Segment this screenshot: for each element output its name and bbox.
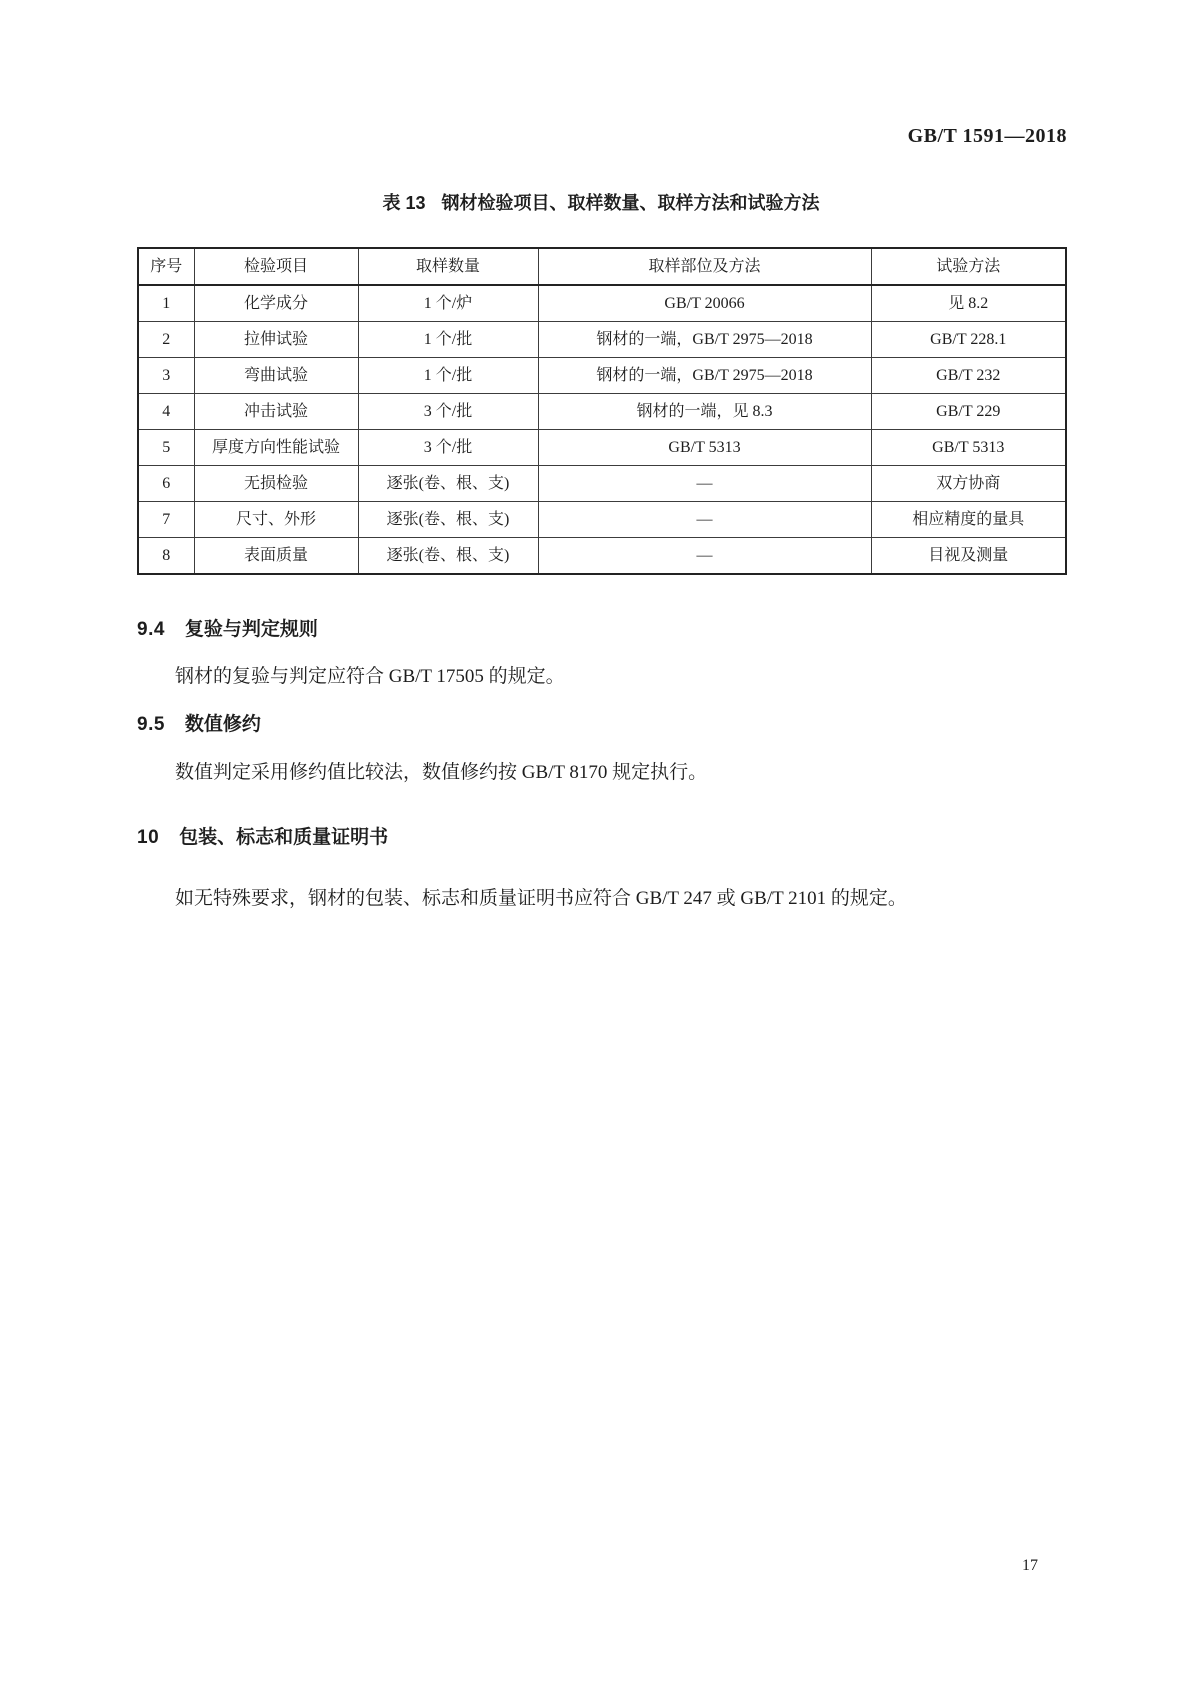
column-header-test: 试验方法 bbox=[871, 248, 1066, 285]
section-9-4-paragraph: 钢材的复验与判定应符合 GB/T 17505 的规定。 bbox=[175, 666, 565, 687]
section-number: 9.5 bbox=[137, 714, 165, 735]
table-cell: GB/T 229 bbox=[871, 394, 1066, 430]
section-10-paragraph: 如无特殊要求，钢材的包装、标志和质量证明书应符合 GB/T 247 或 GB/T 2101 的规定。 bbox=[175, 888, 907, 909]
table-cell: 1 bbox=[138, 285, 194, 322]
table-cell: 3 bbox=[138, 358, 194, 394]
table-row bbox=[138, 466, 1066, 502]
column-header-method: 取样部位及方法 bbox=[538, 248, 871, 285]
table-cell: — bbox=[538, 466, 871, 502]
table-cell: 见 8.2 bbox=[871, 285, 1066, 322]
column-header-qty: 取样数量 bbox=[358, 248, 538, 285]
section-number: 9.4 bbox=[137, 619, 165, 640]
table-cell: 表面质量 bbox=[194, 538, 358, 575]
table-cell: 拉伸试验 bbox=[194, 322, 358, 358]
section-heading-text: 复验与判定规则 bbox=[184, 619, 318, 640]
table-cell: 1 个/炉 bbox=[358, 285, 538, 322]
table-cell: 3 个/批 bbox=[358, 430, 538, 466]
section-heading-9-5 bbox=[137, 715, 261, 734]
table-cell: 尺寸、外形 bbox=[194, 502, 358, 538]
table-cell: GB/T 20066 bbox=[538, 285, 871, 322]
table-cell: 1 个/批 bbox=[358, 358, 538, 394]
table-cell: GB/T 5313 bbox=[871, 430, 1066, 466]
table-caption bbox=[137, 194, 1065, 212]
page-number: 17 bbox=[1022, 1557, 1038, 1574]
table-cell: 逐张(卷、根、支) bbox=[358, 466, 538, 502]
section-9-5-paragraph: 数值判定采用修约值比较法，数值修约按 GB/T 8170 规定执行。 bbox=[175, 762, 708, 783]
table-cell: 目视及测量 bbox=[871, 538, 1066, 575]
table-row bbox=[138, 358, 1066, 394]
table-caption-text: 钢材检验项目、取样数量、取样方法和试验方法 bbox=[441, 193, 820, 213]
table-cell: 双方协商 bbox=[871, 466, 1066, 502]
section-heading-text: 数值修约 bbox=[184, 714, 261, 735]
table-cell: GB/T 5313 bbox=[538, 430, 871, 466]
column-header-index: 序号 bbox=[138, 248, 194, 285]
table-cell: 5 bbox=[138, 430, 194, 466]
table-row bbox=[138, 394, 1066, 430]
section-heading-9-4 bbox=[137, 620, 318, 639]
table-body bbox=[138, 285, 1066, 574]
table-cell: 4 bbox=[138, 394, 194, 430]
table-cell: GB/T 228.1 bbox=[871, 322, 1066, 358]
section-heading-10 bbox=[137, 828, 388, 847]
table-cell: 6 bbox=[138, 466, 194, 502]
table-cell: — bbox=[538, 502, 871, 538]
inspection-items-table bbox=[137, 247, 1067, 575]
section-number: 10 bbox=[137, 827, 160, 848]
table-cell: GB/T 232 bbox=[871, 358, 1066, 394]
table-cell: 3 个/批 bbox=[358, 394, 538, 430]
table-row bbox=[138, 285, 1066, 322]
table-cell: 1 个/批 bbox=[358, 322, 538, 358]
table-cell: — bbox=[538, 538, 871, 575]
table-cell: 化学成分 bbox=[194, 285, 358, 322]
table-cell: 厚度方向性能试验 bbox=[194, 430, 358, 466]
table-cell: 钢材的一端，见 8.3 bbox=[538, 394, 871, 430]
table-row bbox=[138, 502, 1066, 538]
table-cell: 无损检验 bbox=[194, 466, 358, 502]
table-cell: 冲击试验 bbox=[194, 394, 358, 430]
table-cell: 逐张(卷、根、支) bbox=[358, 538, 538, 575]
table-cell: 2 bbox=[138, 322, 194, 358]
column-header-item: 检验项目 bbox=[194, 248, 358, 285]
table-cell: 弯曲试验 bbox=[194, 358, 358, 394]
section-heading-text: 包装、标志和质量证明书 bbox=[179, 827, 389, 848]
table-row bbox=[138, 322, 1066, 358]
standard-number-header: GB/T 1591—2018 bbox=[907, 125, 1067, 147]
table-header bbox=[138, 248, 1066, 285]
table-header-row bbox=[138, 248, 1066, 285]
table-cell: 相应精度的量具 bbox=[871, 502, 1066, 538]
table-row bbox=[138, 538, 1066, 575]
table-row bbox=[138, 430, 1066, 466]
table-cell: 8 bbox=[138, 538, 194, 575]
table-label: 表 13 bbox=[382, 193, 426, 213]
table-cell: 7 bbox=[138, 502, 194, 538]
table-cell: 逐张(卷、根、支) bbox=[358, 502, 538, 538]
table-cell: 钢材的一端，GB/T 2975—2018 bbox=[538, 322, 871, 358]
table-cell: 钢材的一端，GB/T 2975—2018 bbox=[538, 358, 871, 394]
